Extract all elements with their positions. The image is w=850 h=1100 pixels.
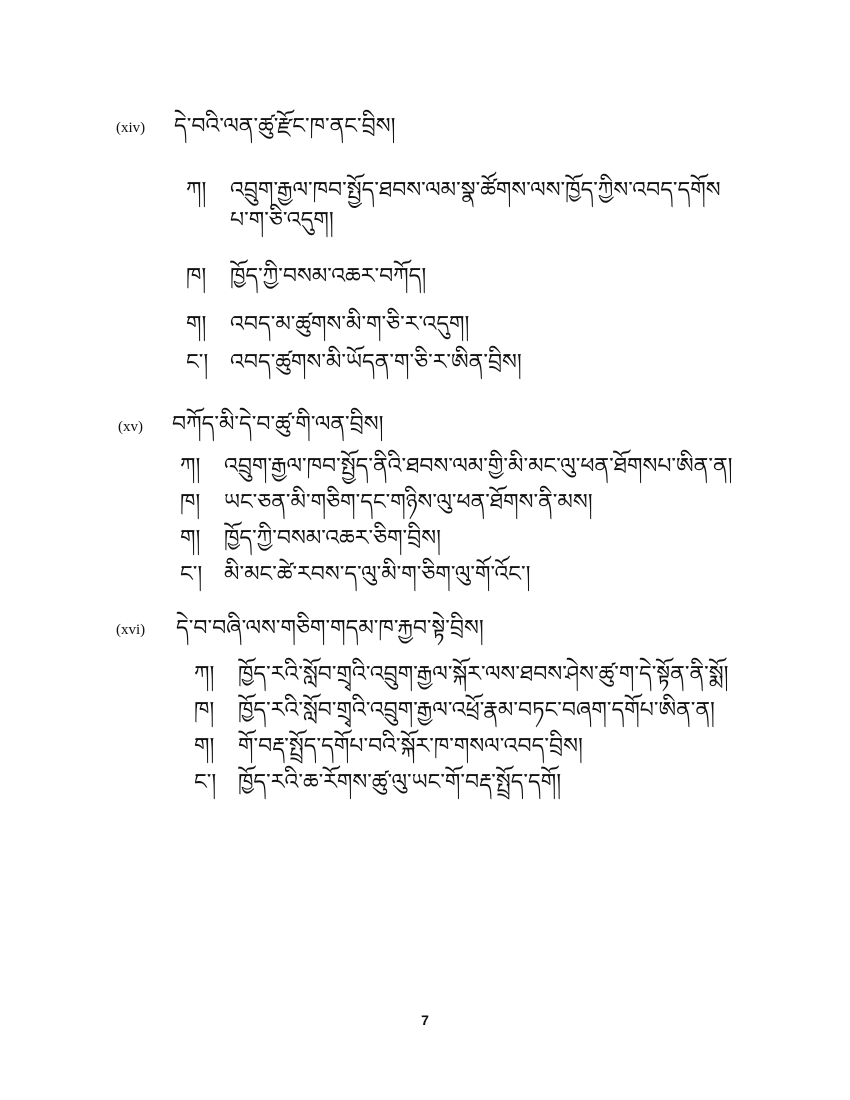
option-marker: ང་། xyxy=(186,350,209,375)
option-marker: ག། xyxy=(180,526,201,551)
option-text: འབྲུག་རྒྱལ་ཁབ་སྤྱོད་ནིའི་ཐབས་ལམ་གྱི་མི་མང་ལུ་ཕན་ཐོགསཔ་ཨིན་ན། xyxy=(224,454,733,479)
option-marker: ག། xyxy=(194,734,215,759)
option-xiv-ga xyxy=(186,310,469,340)
option-text: ཁྱོད་ཀྱི་བསམ་འཆར་བཀོད། xyxy=(230,264,427,289)
page-number: 7 xyxy=(421,1012,429,1028)
option-text: ཡང་ཅན་མི་གཅིག་དང་གཉིས་ལུ་ཕན་ཐོགས་ནི་མས། xyxy=(224,490,593,515)
question-number-xiv: (xiv) xyxy=(116,120,146,136)
option-xiv-nga xyxy=(186,348,522,378)
option-marker: ཁ། xyxy=(194,698,215,723)
question-prompt-xiv: དེ་བའི་ལན་ཚུ་རྫོང་ཁ་ནང་བྲིས། xyxy=(174,114,396,139)
option-xv-ka xyxy=(180,452,733,482)
option-text: ཁྱོད་རའི་ཆ་རོགས་ཚུ་ལུ་ཡང་གོ་བརྡ་སྤྲོད་དགོ། xyxy=(238,770,562,795)
option-marker: ཀ། xyxy=(180,454,201,479)
option-text: ཁྱོད་རའི་སློབ་གྲྭའི་འབྲུག་རྒྱལ་འཕྲོ་རྣམ་བཏང་བཞག་དགོཔ་ཨིན་ན། xyxy=(238,698,715,723)
option-marker: ང་། xyxy=(194,770,217,795)
question-prompt-xv: བཀོད་མི་དེ་བ་ཚུ་གི་ལན་བྲིས། xyxy=(172,412,384,437)
option-marker: ཀ། xyxy=(194,662,215,687)
option-xv-nga xyxy=(180,560,531,590)
option-xvi-kha xyxy=(194,696,715,726)
option-xv-kha xyxy=(180,488,593,518)
question-number-xvi: (xvi) xyxy=(116,622,146,638)
option-xv-ga xyxy=(180,524,441,554)
question-prompt-xvi: དེ་བ་བཞི་ལས་གཅིག་གདམ་ཁ་རྐྱབ་སྟེ་བྲིས། xyxy=(176,616,484,641)
option-marker: ཁ། xyxy=(186,264,207,289)
option-text: འབད་ཚུགས་མི་ཡོདན་ག་ཅི་ར་ཨིན་བྲིས། xyxy=(230,350,522,375)
option-text: འབྲུག་རྒྱལ་ཁབ་སྤྱོད་ཐབས་ལམ་སྣ་ཚོགས་ལས་ཁྱོད་ཀྱིས་འབད་དགོསཔ་ག་ཅི་འདུག། xyxy=(230,178,721,233)
option-marker: ཀ། xyxy=(186,178,207,203)
option-xvi-nga xyxy=(194,768,561,798)
question-number-xv: (xv) xyxy=(118,419,143,435)
option-text: ཁྱོད་ཀྱི་བསམ་འཆར་ཅིག་བྲིས། xyxy=(224,526,442,551)
option-xvi-ka xyxy=(194,660,728,690)
option-marker: ཁ། xyxy=(180,490,201,515)
option-xvi-ga xyxy=(194,732,583,762)
option-text: མི་མང་ཚེ་རབས་ད་ལུ་མི་ག་ཅིག་ལུ་གོ་འོང་། xyxy=(224,562,531,587)
option-xiv-ka xyxy=(186,176,730,236)
option-text: ཁྱོད་རའི་སློབ་གྲྭའི་འབྲུག་རྒྱལ་སྐོར་ལས་ཐབས་ཤེས་ཚུ་ག་དེ་སྟོན་ནི་སྨོ། xyxy=(238,662,729,687)
option-xiv-kha xyxy=(186,262,426,292)
option-marker: ང་། xyxy=(180,562,203,587)
option-text: གོ་བརྡ་སྤྲོད་དགོཔ་བའི་སྐོར་ཁ་གསལ་འབད་བྲིས། xyxy=(238,734,583,759)
option-text: འབད་མ་ཚུགས་མི་ག་ཅི་ར་འདུག། xyxy=(230,312,470,337)
option-marker: ག། xyxy=(186,312,207,337)
